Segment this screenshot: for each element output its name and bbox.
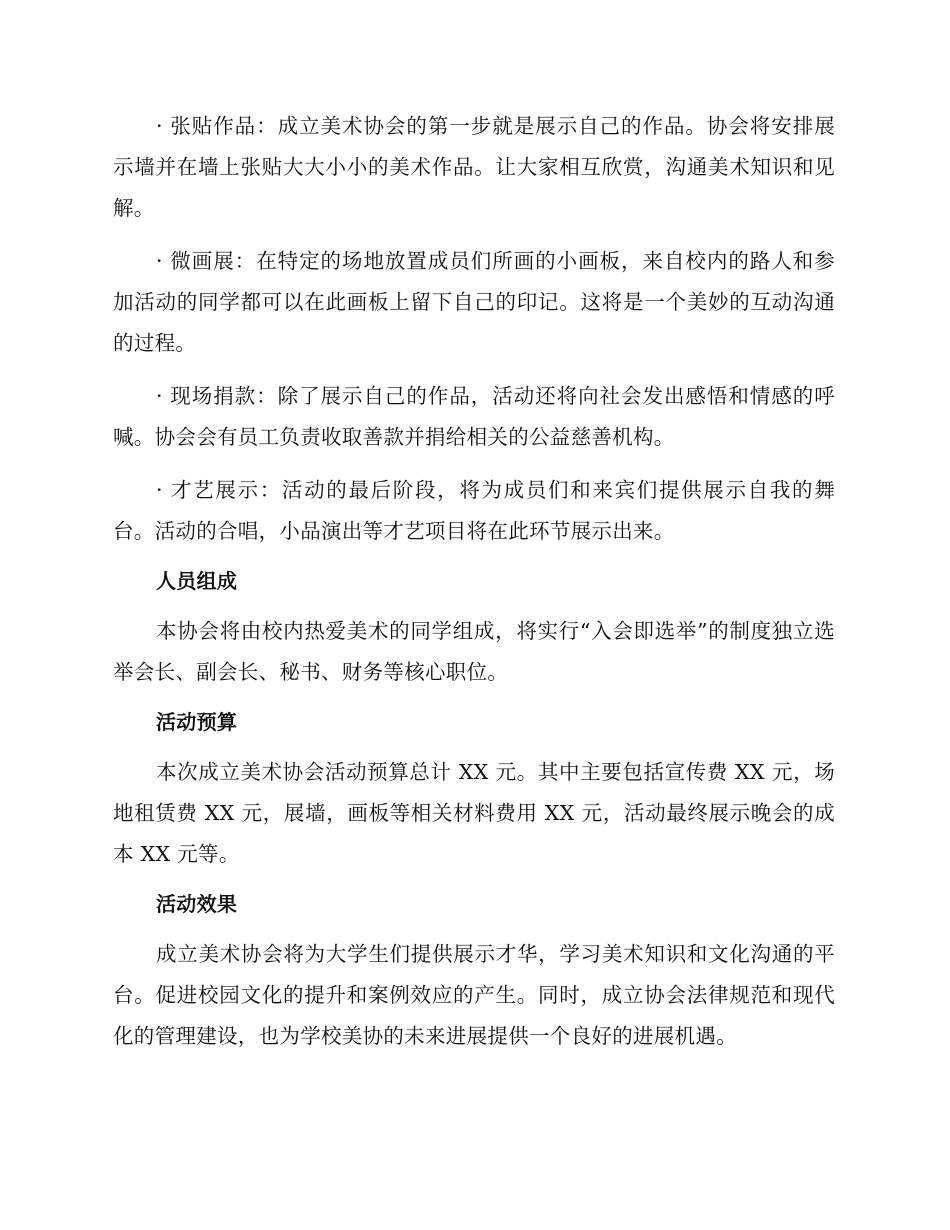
document-body [113, 106, 835, 1057]
activity-item-donation: · 现场捐款：除了展示自己的作品，活动还将向社会发出感悟和情感的呼喊。协会会有员工负责收取善款并捐给相关的公益慈善机构。 [113, 384, 835, 449]
section-body-effect: 成立美术协会将为大学生们提供展示才华，学习美术知识和文化沟通的平台。促进校园文化的提升和案例效应的产生。同时，成立协会法律规范和现代化的管理建设，也为学校美协的未来进展提供一个良好的进展机遇。 [113, 942, 835, 1048]
section-body-members: 本协会将由校内热爱美术的同学组成，将实行“入会即选举”的制度独立选举会长、副会长、秘书、财务等核心职位。 [113, 619, 835, 684]
section-heading-budget: 活动预算 [156, 710, 238, 734]
activity-item-poster: · 张贴作品：成立美术协会的第一步就是展示自己的作品。协会将安排展示墙并在墙上张贴大大小小的美术作品。让大家相互欣赏，沟通美术知识和见解。 [113, 114, 835, 220]
section-heading-effect: 活动效果 [156, 892, 238, 916]
activity-item-talent-show: · 才艺展示：活动的最后阶段，将为成员们和来宾们提供展示自我的舞台。活动的合唱，小品演出等才艺项目将在此环节展示出来。 [113, 478, 835, 543]
section-heading-members: 人员组成 [156, 569, 238, 593]
activity-item-mini-exhibition: · 微画展：在特定的场地放置成员们所画的小画板，来自校内的路人和参加活动的同学都可以在此画板上留下自己的印记。这将是一个美妙的互动沟通的过程。 [113, 249, 835, 355]
section-body-budget: 本次成立美术协会活动预算总计 XX 元。其中主要包括宣传费 XX 元，场地租赁费 XX 元，展墙，画板等相关材料费用 XX 元，活动最终展示晚会的成本 XX 元等。 [113, 760, 835, 866]
